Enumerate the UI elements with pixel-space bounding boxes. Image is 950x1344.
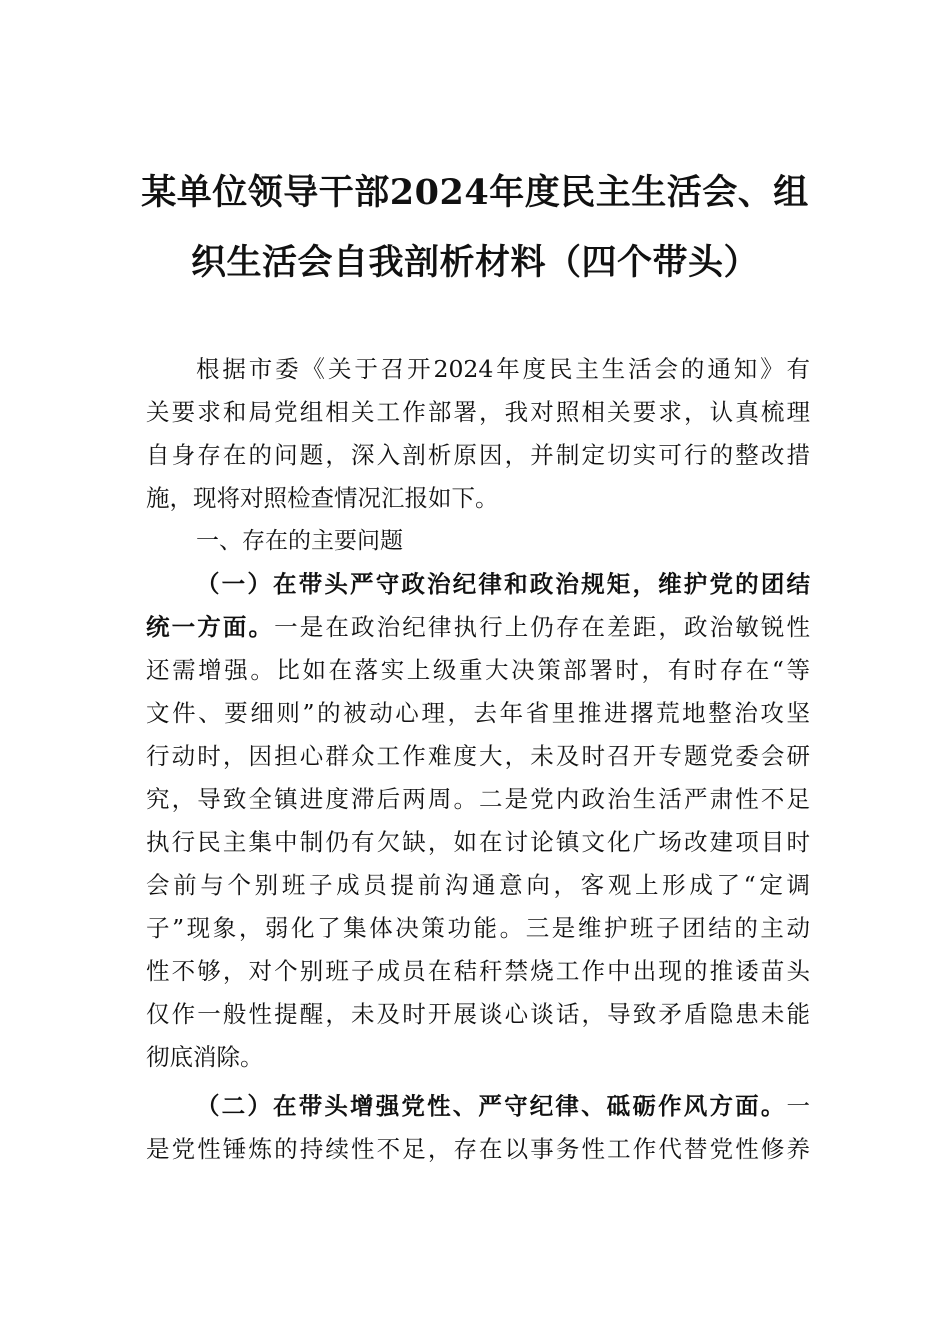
text-line: 文件、要细则”的被动心理，去年省里推进撂荒地整治攻坚 <box>146 699 810 727</box>
text-line: 仅作一般性提醒，未及时开展谈心谈话，导致矛盾隐患未能 <box>146 1000 810 1028</box>
text-fragment: 一 <box>786 1092 810 1120</box>
text-line <box>146 606 810 649</box>
text-line: 施，现将对照检查情况汇报如下。 <box>146 484 499 512</box>
text-line: 究，导致全镇进度滞后两周。二是党内政治生活严肃性不足 <box>146 785 810 813</box>
text-line: 行动时，因担心群众工作难度大，未及时召开专题党委会研 <box>146 742 810 770</box>
text-line: 性不够，对个别班子成员在秸秆禁烧工作中出现的推诿苗头 <box>146 957 810 985</box>
text-line: 彻底消除。 <box>146 1043 264 1071</box>
title-line-1: 某单位领导干部2024年度民主生活会、组 <box>141 172 809 213</box>
item-2-heading: （二）在带头增强党性、严守纪律、砥砺作风方面。 <box>196 1092 787 1120</box>
document-title <box>140 158 810 298</box>
text-line: 关要求和局党组相关工作部署，我对照相关要求，认真梳理 <box>146 398 810 426</box>
text-line: 是党性锤炼的持续性不足，存在以事务性工作代替党性修养 <box>146 1135 810 1163</box>
text-line <box>146 1085 810 1128</box>
title-line-2: 织生活会自我剖析材料（四个带头） <box>190 242 759 283</box>
section-heading-paragraph <box>146 520 810 563</box>
intro-paragraph <box>146 348 810 520</box>
item-1-paragraph <box>146 563 810 1079</box>
text-line: 会前与个别班子成员提前沟通意向，客观上形成了“定调 <box>146 871 810 899</box>
text-line: 执行民主集中制仍有欠缺，如在讨论镇文化广场改建项目时 <box>146 828 810 856</box>
text-line: 子”现象，弱化了集体决策功能。三是维护班子团结的主动 <box>146 914 810 942</box>
section-heading: 一、存在的主要问题 <box>196 528 403 554</box>
text-line: 根据市委《关于召开2024年度民主生活会的通知》有 <box>196 355 810 383</box>
item-2-paragraph <box>146 1085 810 1171</box>
document-body <box>146 348 810 1171</box>
item-1-heading-end: 统一方面。 <box>146 613 275 641</box>
text-line: 自身存在的问题，深入剖析原因，并制定切实可行的整改措 <box>146 441 810 469</box>
item-1-heading: （一）在带头严守政治纪律和政治规矩，维护党的团结 <box>196 570 810 598</box>
text-line: 还需增强。比如在落实上级重大决策部署时，有时存在“等 <box>146 656 810 684</box>
text-fragment: 一是在政治纪律执行上仍存在差距，政治敏锐性 <box>274 613 811 641</box>
